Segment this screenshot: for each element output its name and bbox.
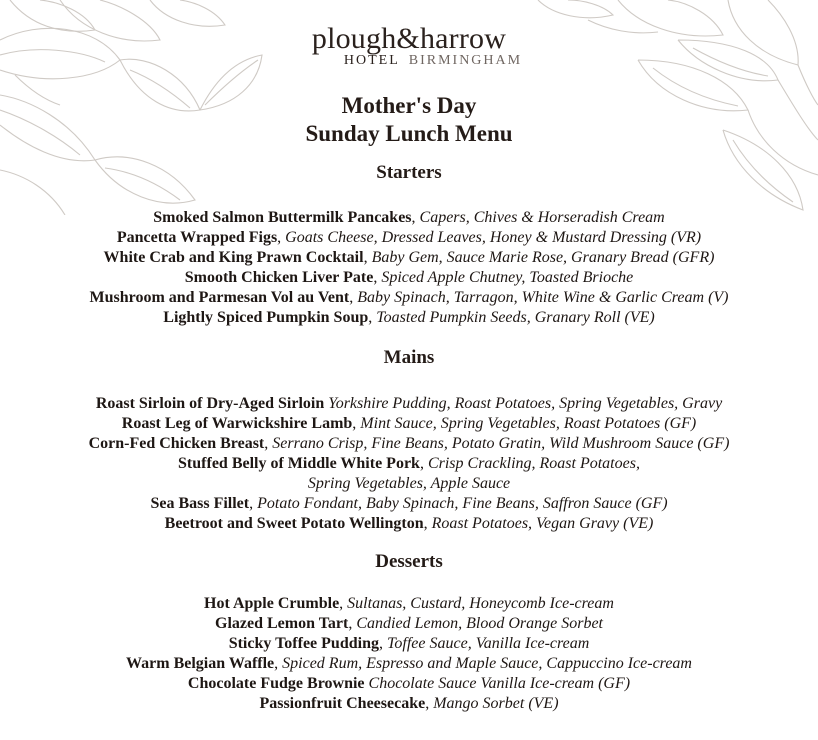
dish-name: Glazed Lemon Tart [215,615,349,632]
section-heading-starters: Starters [376,162,442,183]
dish-description: Roast Potatoes, Vegan Gravy (VE) [431,515,654,532]
menu-item [0,268,818,288]
dish-description: Spiced Apple Chutney, Toasted Brioche [381,269,634,286]
dish-separator: , [425,695,434,712]
dish-separator: , [368,309,377,326]
dish-name: Chocolate Fudge Brownie [187,675,365,692]
dish-name: Corn-Fed Chicken Breast [88,435,265,452]
dish-description: Chocolate Sauce Vanilla Ice-cream (GF) [368,675,631,692]
dish-description: Toasted Pumpkin Seeds, Granary Roll (VE) [376,309,655,326]
menu-item [0,288,818,308]
logo-hotel-text: HOTEL [343,53,400,68]
dish-description: Crisp Crackling, Roast Potatoes, [427,455,640,472]
dish-description: Potato Fondant, Baby Spinach, Fine Beans, Saffron Sauce (GF) [257,495,668,512]
menu-item [0,434,818,454]
dish-name: Roast Leg of Warwickshire Lamb [121,415,353,432]
menu-item [0,308,818,328]
dish-separator: , [423,515,432,532]
dish-separator: , [373,269,382,286]
menu-item [0,494,818,514]
dish-description: Mint Sauce, Spring Vegetables, Roast Potatoes (GF) [360,415,697,432]
dish-separator: , [378,635,387,652]
dish-description: Spiced Rum, Espresso and Maple Sauce, Cappuccino Ice-cream [282,655,692,672]
menu-title-line2: Sunday Lunch Menu [305,121,513,146]
dish-name: Sticky Toffee Pudding [228,635,379,652]
menu-item [0,414,818,434]
menu-item [0,454,818,474]
menu-item [0,228,818,248]
dish-name: Roast Sirloin of Dry-Aged Sirloin [95,395,325,412]
section-heading-mains: Mains [383,347,435,368]
dish-separator: , [352,415,361,432]
dish-name: Beetroot and Sweet Potato Wellington [164,515,424,532]
dish-separator: , [363,249,372,266]
dish-separator: , [249,495,258,512]
dish-description: Yorkshire Pudding, Roast Potatoes, Spring Vegetables, Gravy [328,395,723,412]
menu-title-line1: Mother's Day [341,93,477,118]
dish-name: Smoked Salmon Buttermilk Pancakes [153,209,412,226]
dish-separator: , [411,209,420,226]
menu-item [0,394,818,414]
menu-item [0,514,818,534]
dish-description: Capers, Chives & Horseradish Cream [419,209,665,226]
dish-name: Smooth Chicken Liver Pate [184,269,374,286]
logo-city-text: BIRMINGHAM [408,53,523,68]
dish-separator: , [277,229,286,246]
dish-name: Hot Apple Crumble [204,595,340,612]
starters-list [0,208,818,328]
menu-item [0,594,818,614]
menu-item-continuation [0,474,818,494]
dish-name: Lightly Spiced Pumpkin Soup [163,309,369,326]
mains-list [0,394,818,534]
dish-separator: , [274,655,283,672]
dish-name: Sea Bass Fillet [150,495,250,512]
dish-description-continued: Spring Vegetables, Apple Sauce [307,475,511,492]
menu-item [0,694,818,714]
dish-name: Warm Belgian Waffle [126,655,275,672]
dish-name: Stuffed Belly of Middle White Pork [178,455,420,472]
dish-description: Goats Cheese, Dressed Leaves, Honey & Mustard Dressing (VR) [285,229,702,246]
menu-item [0,208,818,228]
dish-separator: , [419,455,428,472]
dish-name: Passionfruit Cheesecake [259,695,426,712]
menu-item [0,654,818,674]
dish-separator: , [349,289,358,306]
menu-item [0,674,818,694]
brand-logo [0,22,818,68]
dish-description: Serrano Crisp, Fine Beans, Potato Gratin, Wild Mushroom Sauce (GF) [272,435,730,452]
menu-item [0,614,818,634]
dish-description: Candied Lemon, Blood Orange Sorbet [356,615,603,632]
dish-separator: , [264,435,273,452]
logo-subline [48,54,818,68]
dish-separator: , [348,615,357,632]
dish-name: Pancetta Wrapped Figs [116,229,278,246]
menu-item [0,634,818,654]
dish-separator: , [339,595,348,612]
dish-name: Mushroom and Parmesan Vol au Vent [89,289,350,306]
dish-description: Toffee Sauce, Vanilla Ice-cream [386,635,590,652]
dish-description: Baby Gem, Sauce Marie Rose, Granary Bread (GFR) [371,249,715,266]
desserts-list [0,594,818,714]
dish-description: Mango Sorbet (VE) [433,695,559,712]
dish-description: Baby Spinach, Tarragon, White Wine & Garlic Cream (V) [357,289,729,306]
section-heading-desserts: Desserts [375,551,443,572]
dish-name: White Crab and King Prawn Cocktail [103,249,364,266]
logo-wordmark: plough&harrow [311,22,507,55]
dish-description: Sultanas, Custard, Honeycomb Ice-cream [347,595,614,612]
menu-item [0,248,818,268]
